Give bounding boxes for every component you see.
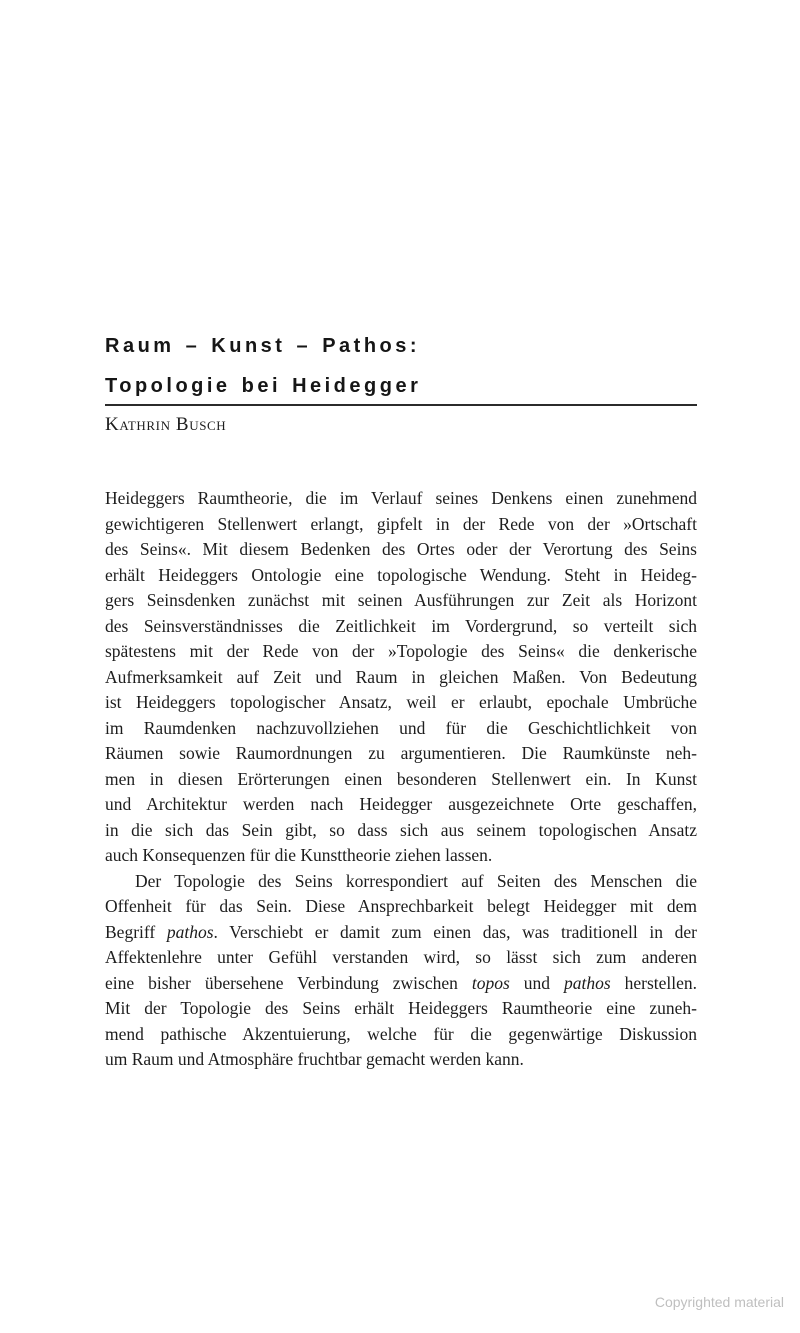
copyright-watermark: Copyrighted material [654, 1294, 784, 1310]
text-line: Räumen sowie Raumordnungen zu argumentieren. Die Raumkünste neh- [105, 743, 697, 763]
text-line: und Architektur werden nach Heidegger ausgezeichnete Orte geschaffen, [105, 794, 697, 814]
chapter-title-line-1: Raum – Kunst – Pathos: [105, 335, 421, 357]
text-line: Der Topologie des Seins korrespondiert auf Seiten des Menschen die [135, 870, 697, 891]
text-line: gewichtigeren Stellenwert erlangt, gipfelt in der Rede von der »Ortschaft [105, 513, 697, 534]
text-line: auch Konsequenzen für die Kunsttheorie ziehen lassen. [105, 845, 493, 865]
text-line: Aufmerksamkeit auf Zeit und Raum in gleichen Maßen. Von Bedeutung [105, 666, 697, 687]
text-line: Offenheit für das Sein. Diese Ansprechbarkeit belegt Heidegger mit dem [105, 896, 697, 916]
text-line: men in diesen Erörterungen einen besonderen Stellenwert ein. In Kunst [105, 768, 697, 789]
text-line: mend pathische Akzentuierung, welche für die gegenwärtige Diskussion [105, 1023, 697, 1044]
chapter-title-line-2: Topologie bei Heidegger [105, 375, 422, 397]
body-text [105, 486, 697, 1073]
text-line: gers Seinsdenken zunächst mit seinen Ausführungen zur Zeit als Horizont [105, 590, 697, 610]
text-line: Affektenlehre unter Gefühl verstanden wird, so lässt sich zum anderen [105, 947, 697, 967]
text-line: eine bisher übersehene Verbindung zwischen topos und pathos herstellen. [105, 972, 698, 993]
text-line: im Raumdenken nachzuvollziehen und für die Geschichtlichkeit von [105, 717, 697, 738]
text-line: in die sich das Sein gibt, so dass sich aus seinem topologischen Ansatz [105, 819, 697, 840]
text-line: um Raum und Atmosphäre fruchtbar gemacht werden kann. [105, 1049, 524, 1069]
text-line: des Seinsverständnisses die Zeitlichkeit im Vordergrund, so verteilt sich [105, 615, 697, 636]
text-line: Heideggers Raumtheorie, die im Verlauf seines Denkens einen zunehmend [105, 488, 697, 508]
title-rule [105, 404, 697, 406]
text-line: Begriff pathos. Verschiebt er damit zum einen das, was traditionell in der [105, 921, 697, 942]
text-line: Mit der Topologie des Seins erhält Heideggers Raumtheorie eine zuneh- [105, 998, 697, 1018]
text-line: des Seins«. Mit diesem Bedenken des Ortes oder der Verortung des Seins [105, 539, 697, 559]
text-line: ist Heideggers topologischer Ansatz, weil er erlaubt, epochale Umbrüche [105, 692, 697, 712]
text-line: erhält Heideggers Ontologie eine topologische Wendung. Steht in Heideg- [105, 564, 697, 585]
text-line: spätestens mit der Rede von der »Topologie des Seins« die denkerische [105, 641, 697, 661]
author-name: Kathrin Busch [105, 414, 227, 435]
chapter-title [105, 326, 705, 406]
